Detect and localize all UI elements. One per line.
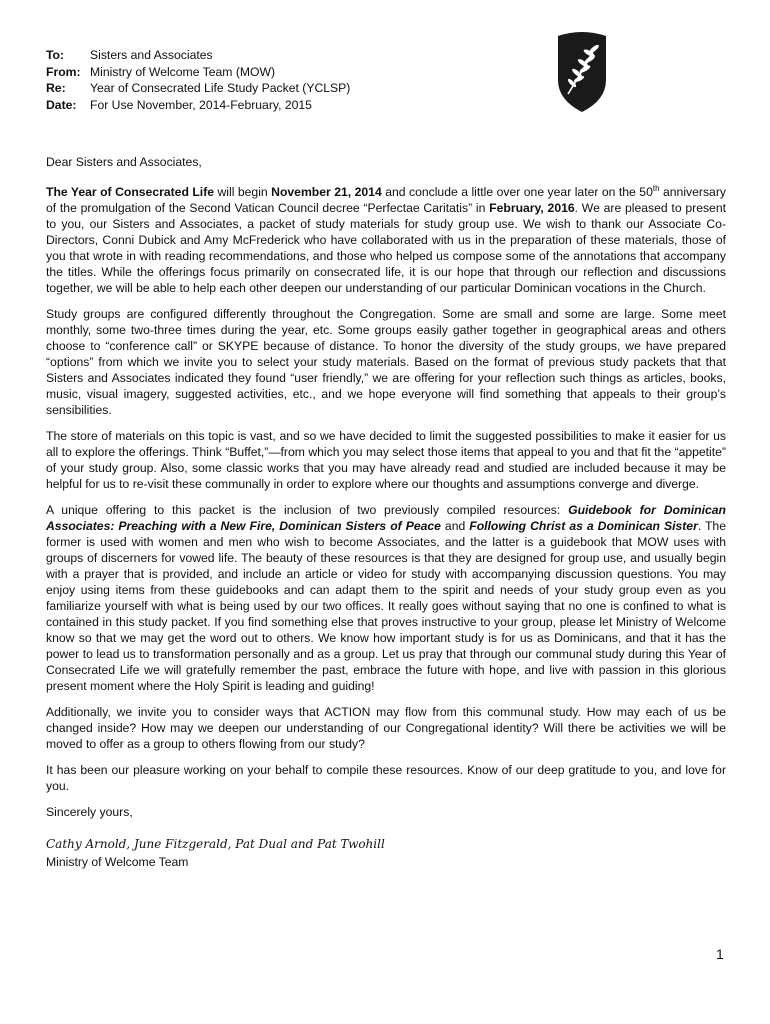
p1-text-2: and conclude a little over one year later on the 50 [381,185,653,199]
p1-bold-year: The Year of Consecrated Life [46,185,215,199]
memo-date-label: Date: [46,97,77,112]
memo-date-row [46,97,350,114]
p4-text-3: . The former is used with women and men who wish to become Associates, and the latter is a guidebook that MOW uses with groups of discerners for vowed life. The beauty of these resources is that they are designed for group use, and usually begin with a prayer that is provided, and include an article or video for study with accompanying discussion questions. You may enjoy using items from these guidebooks and can adapt them to the spirit and needs of your study group even as you familiarize yourself with what is being used by our two offices. It really goes without saying that no one is confined to what is contained in this study packet. If you find something else that proves instructive to your group, please let Ministry of Welcome know so that we may get the word out to others. We know how important study is for us as Dominicans, and that it has the power to lead us to transformation personally and as a group. Let us pray that through our communal study during this Year of Consecrated Life we will gratefully remember the past, embrace the future with hope, and live with passion in this glorious present moment where the Holy Spirit is leading and guiding! [46,519,726,693]
olive-branch-shield-icon [556,28,608,114]
p4-text-2: and [440,519,470,533]
memo-from-value: Ministry of Welcome Team (MOW) [90,64,276,79]
paragraph-4 [46,502,726,694]
page-number: 1 [716,946,724,962]
letter-body [46,154,726,870]
memo-date-value: For Use November, 2014-February, 2015 [90,97,312,112]
paragraph-6: It has been our pleasure working on your behalf to compile these resources. Know of our deep gratitude to you, and love for you. [46,763,726,793]
p1-text-4: . We are pleased to present to you, our Sisters and Associates, a packet of study materials for study group use. We wish to thank our Associate Co-Directors, Conni Dubick and Amy McFrederick who have collaborated with us in the preparation of these materials, those of you that wrote in with reading recommendations, and those who helped us compose some of the annotations that accompany the titles. While the offerings focus primarily on consecrated life, it is our hope that through our reflection and discussions together, we will be able to help each other deepen our understanding of our particular Dominican vocations in the Church. [46,201,727,295]
memo-header [46,47,350,113]
memo-re-row [46,80,350,97]
p4-title-following-christ: Following Christ as a Dominican Sister [469,519,698,533]
p1-superscript: th [652,183,660,193]
memo-from-label: From: [46,64,81,79]
paragraph-3: The store of materials on this topic is vast, and so we have decided to limit the suggested possibilities to make it easier for us all to explore the offerings. Think “Buffet,”—from which you may select those items that appeal to you and that fit the “appetite” of your study group. Also, some classic works that you may have already read and studied are included because it may be helpful for us to re-visit these communally in order to explore where our thoughts and assumptions converge and diverge. [46,429,726,491]
p4-text-1: A unique offering to this packet is the inclusion of two previously compiled resources: [46,503,569,517]
memo-to-row [46,47,350,64]
p1-bold-start-date: November 21, 2014 [271,185,382,199]
p1-bold-end-date: February, 2016 [489,201,575,215]
p4-title-guidebook: Guidebook for Dominican Associates: Preaching with a New Fire, Dominican Sisters of Peace [46,503,726,533]
memo-from-row [46,64,350,81]
paragraph-2: Study groups are configured differently throughout the Congregation. Some are small and some are large. Some meet monthly, some two-three times during the year, etc. Some groups easily gather together in geographical areas and others choose to “conference call” or SKYPE because of distance. To honor the diversity of the study groups, we have prepared “options” from which we invite you to select your study materials. Based on the format of previous study packets that that Sisters and Associates indicated they found “user friendly,” we are offering for your reflection such things as articles, books, music, visual imagery, suggested activities, etc., and we hope everyone will find something that appeals to their group’s sensibilities. [46,307,726,417]
paragraph-5: Additionally, we invite you to consider ways that ACTION may flow from this communal study. How may each of us be changed inside? How may we deepen our understanding of our Congregational identity? Will there be activities we will be moved to offer as a group to others flowing from our study? [46,705,726,751]
memo-to-label: To: [46,48,65,62]
p1-text-1: will begin [214,185,272,199]
memo-re-value: Year of Consecrated Life Study Packet (YCLSP) [90,81,351,95]
signature-names: Cathy Arnold, June Fitzgerald, Pat Dual and Pat Twohill [46,837,385,851]
salutation: Dear Sisters and Associates, [46,155,202,169]
signature-team: Ministry of Welcome Team [46,855,189,869]
p1-text-3: anniversary of the promulgation of the Second Vatican Council decree “Perfectae Caritatis” in [46,185,726,215]
memo-to-value: Sisters and Associates [90,48,213,62]
memo-re-label: Re: [46,81,66,95]
paragraph-1 [46,184,726,296]
closing: Sincerely yours, [46,805,133,819]
